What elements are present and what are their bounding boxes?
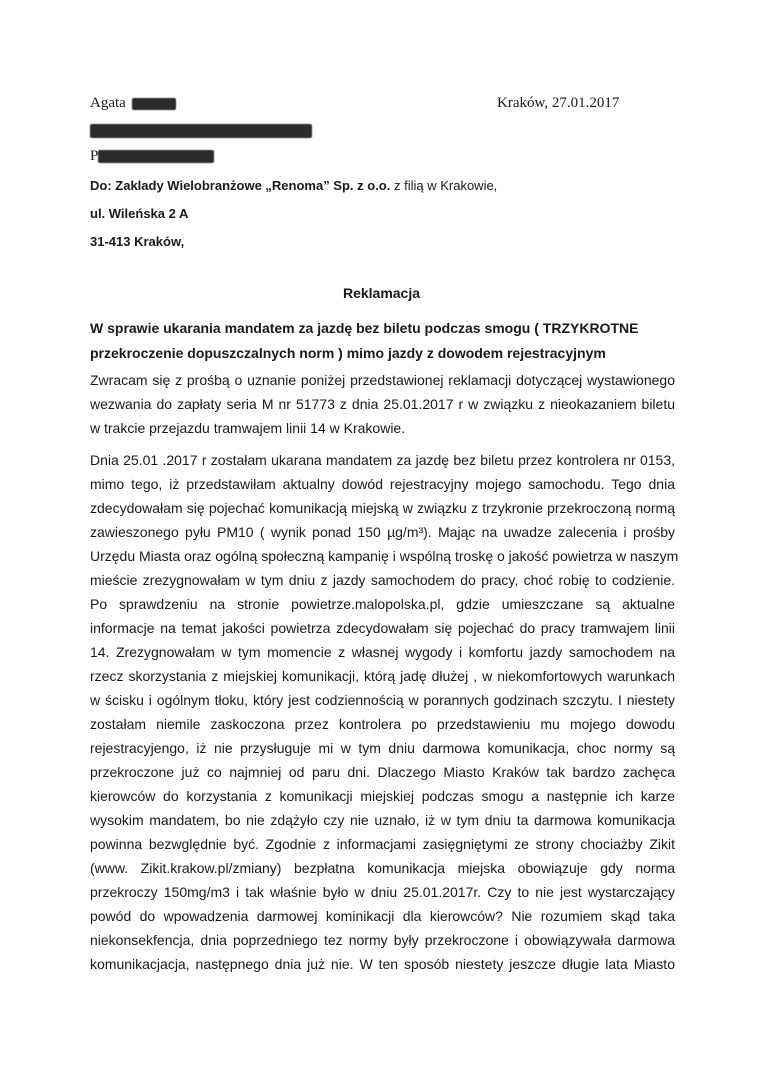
paragraph-line: wezwania do zapłaty seria M nr 51773 z dnia 25.01.2017 r w związku z nieokazaniem biletu (90, 396, 675, 412)
redacted-line-prefix: P (90, 148, 99, 164)
paragraph-line: powód do wpowadzenia darmowej kominikacji dla kierowców? Nie rozumiem skąd taka (90, 908, 675, 924)
document-title: Reklamacja (342, 285, 421, 301)
paragraph-line: 14. Zrezygnowałam w tym momencie z własnej wygody i komfortu jazdy samochodem na (90, 644, 675, 660)
paragraph-line: (www. Zikit.krakow.pl/zmiany) bezpłatna komunikacja miejska obowiązuje gdy norma (90, 860, 675, 876)
paragraph-line: przekroczone już co najmniej od paru dni. Dlaczego Miasto Kraków tak bardzo zachęca (90, 764, 675, 780)
paragraph-line: komunikacjacja, następnego dnia już nie. W ten sposób niestety jeszcze długie lata Miasto (90, 956, 675, 972)
paragraph-1 (90, 368, 675, 440)
recipient-city: 31-413 Kraków, (90, 234, 185, 249)
paragraph-line: Dnia 25.01 .2017 r zostałam ukarana mandatem za jazdę bez biletu przez kontrolera nr 0153, (90, 452, 675, 468)
paragraph-line: mieście zrezygnowałam w tym dniu z jazdy samochodem do pracy, choć robię to codzienie. (90, 572, 675, 588)
paragraph-line: przekroczy 150mg/m3 i tak właśnie było w dniu 25.01.2017r. Czy to nie jest wystarczający (90, 884, 675, 900)
paragraph-line: mimo tego, iż przedstawiłam aktualny dowód rejestracyjny mojego samochodu. Tego dnia (90, 476, 675, 492)
paragraph-line: rejestracyjengo, iż nie przysługuje mi w tym dniu darmowa komunikacja, choc normy są (90, 740, 675, 756)
subject-line: przekroczenie dopuszczalnych norm ) mimo jazdy z dowodem rejestracyjnym (90, 345, 606, 361)
recipient-line-1 (90, 178, 497, 193)
paragraph-line: zdecydowałam się pojechać komunikacją miejską w związku z trzykronie przekroczoną normą (90, 500, 675, 516)
recipient-company: Do: Zaklady Wielobranżowe „Renoma” Sp. z o.o. (90, 178, 391, 193)
paragraph-line: w trakcie przejazdu tramwajem linii 14 w Krakowie. (90, 420, 406, 436)
paragraph-line: zawieszonego pyłu PM10 ( wynik ponad 150 µg/m³). Mając na uwadze zalecenia i prośby (90, 524, 675, 540)
recipient-street: ul. Wileńska 2 A (90, 206, 189, 221)
paragraph-line: zostałam niemile zaskoczona przez kontrolera po przedstawieniu mu mojego dowodu (90, 716, 675, 732)
redacted-phone-line (98, 150, 214, 163)
paragraph-line: Po sprawdzeniu na stronie powietrze.malopolska.pl, gdzie umieszczane są aktualne (90, 596, 675, 612)
paragraph-2 (90, 448, 679, 976)
paragraph-line: Zwracam się z prośbą o uznanie poniżej przedstawionej reklamacji dotyczącej wystawionego (90, 372, 675, 388)
paragraph-line: wysokim mandatem, bo nie zdążyło czy nie uznało, iż w tym dniu ta darmowa komunikacja (90, 812, 675, 828)
subject (90, 316, 680, 366)
paragraph-line: informacje na temat jakości powietrza zdecydowałam się pojechać do pracy tramwajem linii (90, 620, 675, 636)
sender-name (90, 95, 176, 112)
paragraph-line: powinna bezwględnie być. Zgodnie z informacjami zasięgniętymi ze strony chociażby Zikit (90, 836, 675, 852)
subject-line: W sprawie ukarania mandatem za jazdę bez biletu podczas smogu ( TRZYKROTNE (90, 320, 639, 336)
recipient-branch: z filią w Krakowie, (390, 178, 498, 193)
redacted-address-line (90, 124, 312, 138)
redacted-surname (132, 98, 176, 110)
sender-first-name: Agata (90, 95, 126, 111)
paragraph-line: Urzędu Miasta oraz ogólną społeczną kampanię i wspólną troskę o jakość powietrza w naszym (90, 548, 679, 564)
paragraph-line: w ścisku i ogólnym tłoku, który jest codziennością w porannych godzinach szczytu. I niestety (90, 692, 675, 708)
paragraph-line: kierowców do korzystania z komunikacji miejskiej podczas smogu a następnie ich karze (90, 788, 675, 804)
place-and-date: Kraków, 27.01.2017 (497, 95, 620, 111)
paragraph-line: rzecz skorzystania z miejskiej komunikacji, którą jadę dłużej , w niekomfortowych warunkach (90, 668, 675, 684)
paragraph-line: niekonsekfencja, dnia poprzedniego tez normy były przekroczone i obowiązywała darmowa (90, 932, 675, 948)
